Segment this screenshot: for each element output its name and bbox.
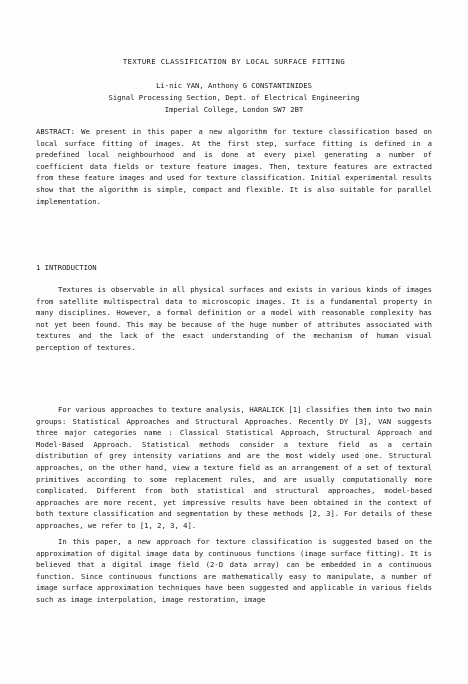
paper-authors: Li-nic YAN, Anthony G CONSTANTINIDES [156, 81, 312, 90]
paper-title: TEXTURE CLASSIFICATION BY LOCAL SURFACE FITTING [122, 57, 346, 66]
paragraph: Textures is observable in all physical surfaces and exists in various kinds of images from satellite multispectral data to microscopic images. It is a fundamental property in many disciplines. However, a formal definition or a model with reasonable complexity has not yet been found. This may be because of the huge number of attributes associated with textures and the lack of the exact understanding of the mechanism of human visual perception of textures. [36, 285, 432, 352]
affiliation-line-2: Imperial College, London SW7 2BT [164, 105, 304, 114]
affiliation-line-1: Signal Processing Section, Dept. of Electrical Engineering [108, 93, 360, 102]
abstract [36, 126, 432, 207]
abstract-label: ABSTRACT: [36, 127, 75, 136]
paragraph: In this paper, a new approach for texture classification is suggested based on the approximation of digital image data by continuous functions (image surface fitting). It is believed that a digital image field (2-D data array) can be embedded in a continuous function. Since continuous functions are mathematically easy to manipulate, a number of image surface approximation techniques have been suggested and applicable in various fields such as image interpolation, image restoration, image [36, 537, 432, 604]
section-heading: 1 INTRODUCTION [36, 263, 97, 272]
abstract-text: We present in this paper a new algorithm for texture classification based on local surface fitting of images. At the first step, surface fitting is defined in a predefined local neighbourhood and is done at every pixel generating a number of coefficient data fields or texture feature images. Then, texture features are extracted from these feature images and used for texture classification. Initial experimental results show that the algorithm is simple, compact and flexible. It is also suitable for parallel implementation. [36, 127, 433, 206]
paragraph: For various approaches to texture analysis, HARALICK [1] classifies them into two main groups: Statistical Approaches and Structural Approaches. Recently DY [3], VAN suggests three major categories name : Classical Statistical Approach, Structural Approach and Model-Based Approach. Statistical methods consider a texture field as a certain distribution of grey intensity variations and are the most widely used one. Structural approaches, on the other hand, view a texture field as an arrangement of a set of textural primitives according to some replacement rules, and are usually computationally more complicated. Different from both statistical and structural approaches, model-based approaches are more recent, yet impressive results have been obtained in the context of both texture classification and segmentation by these methods [2, 3]. For details of these approaches, we refer to [1, 2, 3, 4]. [36, 405, 432, 530]
